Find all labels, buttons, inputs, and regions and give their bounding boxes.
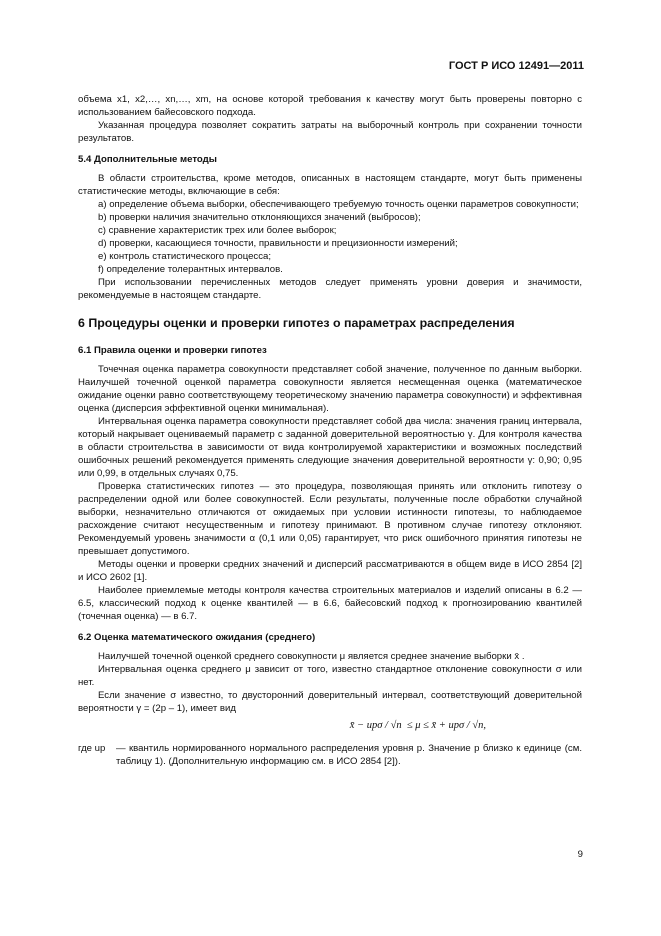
paragraph: Интервальная оценка параметра совокупности представляет собой два числа: значения границ интервала, который накрывает оцениваемый параметр с заданной доверительной вероятностью γ. Для контроля качества в области строительства в зависимости от вида контролируемой характеристики и возможных последствий ошибочных решений рекомендуется применять следующие значения доверительной вероятности γ: 0,90; 0,95 или 0,99, в отдельных случаях 0,75. [78, 416, 582, 479]
list-item: c) сравнение характеристик трех или более выборок; [98, 225, 337, 236]
section-heading-6-2: 6.2 Оценка математического ожидания (среднего) [78, 632, 316, 643]
paragraph: Если значение σ известно, то двусторонний доверительный интервал, соответствующий доверительной вероятности γ = (2p – 1), имеет вид [78, 690, 582, 714]
page-number: 9 [577, 849, 583, 860]
paragraph: Точечная оценка параметра совокупности представляет собой значение, полученное по данным выборки. Наилучшей точечной оценкой параметра совокупности является несмещенная оценка (математическое ожидание оценки равно соответствующему теоретическому значению параметра совокупности) и эффективная оценка (дисперсия эффективной оценки минимальная). [78, 364, 582, 414]
paragraph: Интервальная оценка среднего μ зависит от того, известно стандартное отклонение совокупности σ или нет. [78, 664, 582, 688]
paragraph: Методы оценки и проверки средних значений и дисперсий рассматриваются в общем виде в ИСО 2854 [2] и ИСО 2602 [1]. [78, 559, 582, 583]
formula-symbol-description: — квантиль нормированного нормального распределения уровня p. Значение p близко к единице (см. таблицу 1). (Дополнительную информацию см. в ИСО 2854 [2]). [116, 743, 582, 767]
formula-symbol: где up [78, 743, 106, 754]
paragraph: Наилучшей точечной оценкой среднего совокупности μ является среднее значение выборки x̄ . [98, 651, 525, 662]
list-item: a) определение объема выборки, обеспечивающего требуемую точность оценки параметров совокупности; [98, 199, 579, 210]
confidence-interval-formula [78, 719, 582, 732]
list-item: f) определение толерантных интервалов. [98, 264, 283, 275]
standard-header: ГОСТ Р ИСО 12491—2011 [448, 60, 584, 72]
paragraph: В области строительства, кроме методов, описанных в настоящем стандарте, могут быть применены статистические методы, включающие в себя: [78, 173, 582, 197]
paragraph: объема x1, x2,…, xn,…, xm, на основе которой требования к качеству могут быть проверены повторно с использованием байесовского подхода. [78, 94, 582, 118]
page-body [78, 93, 582, 768]
list-item: b) проверки наличия значительно отклоняющихся значений (выбросов); [98, 212, 421, 223]
paragraph: Наиболее приемлемые методы контроля качества строительных материалов и изделий описаны в 6.2 — 6.5, классический подход к оценке квантилей — в 6.6, байесовский подход к прогнозированию квантилей (точечная оценка) — в 6.7. [78, 585, 582, 622]
chapter-heading-6: 6 Процедуры оценки и проверки гипотез о параметрах распределения [78, 316, 515, 330]
section-heading-5-4: 5.4 Дополнительные методы [78, 154, 217, 165]
paragraph: Проверка статистических гипотез — это процедура, позволяющая принять или отклонить гипотезу о распределении одной или более совокупностей. Если результаты, полученные после обработки случайной выборки, незначительно отличаются от ожидаемых при условии истинности гипотезы, то наблюдаемое расхождение считают несущественным и гипотезу принимают. В противном случае гипотезу отклоняют. Рекомендуемый уровень значимости α (0,1 или 0,05) гарантирует, что риск ошибочного принятия гипотезы не превышает допустимого. [78, 481, 582, 557]
list-item: d) проверки, касающиеся точности, правильности и прецизионности измерений; [98, 238, 458, 249]
list-item: e) контроль статистического процесса; [98, 251, 272, 262]
formula-text: x̄ − upσ / √n ≤ μ ≤ x̄ + upσ / √n, [349, 720, 486, 731]
formula-explanation [78, 742, 582, 768]
paragraph: Указанная процедура позволяет сократить затраты на выборочный контроль при сохранении точности результатов. [78, 120, 582, 144]
section-heading-6-1: 6.1 Правила оценки и проверки гипотез [78, 345, 267, 356]
paragraph: При использовании перечисленных методов следует применять уровни доверия и значимости, рекомендуемые в настоящем стандарте. [78, 277, 582, 301]
